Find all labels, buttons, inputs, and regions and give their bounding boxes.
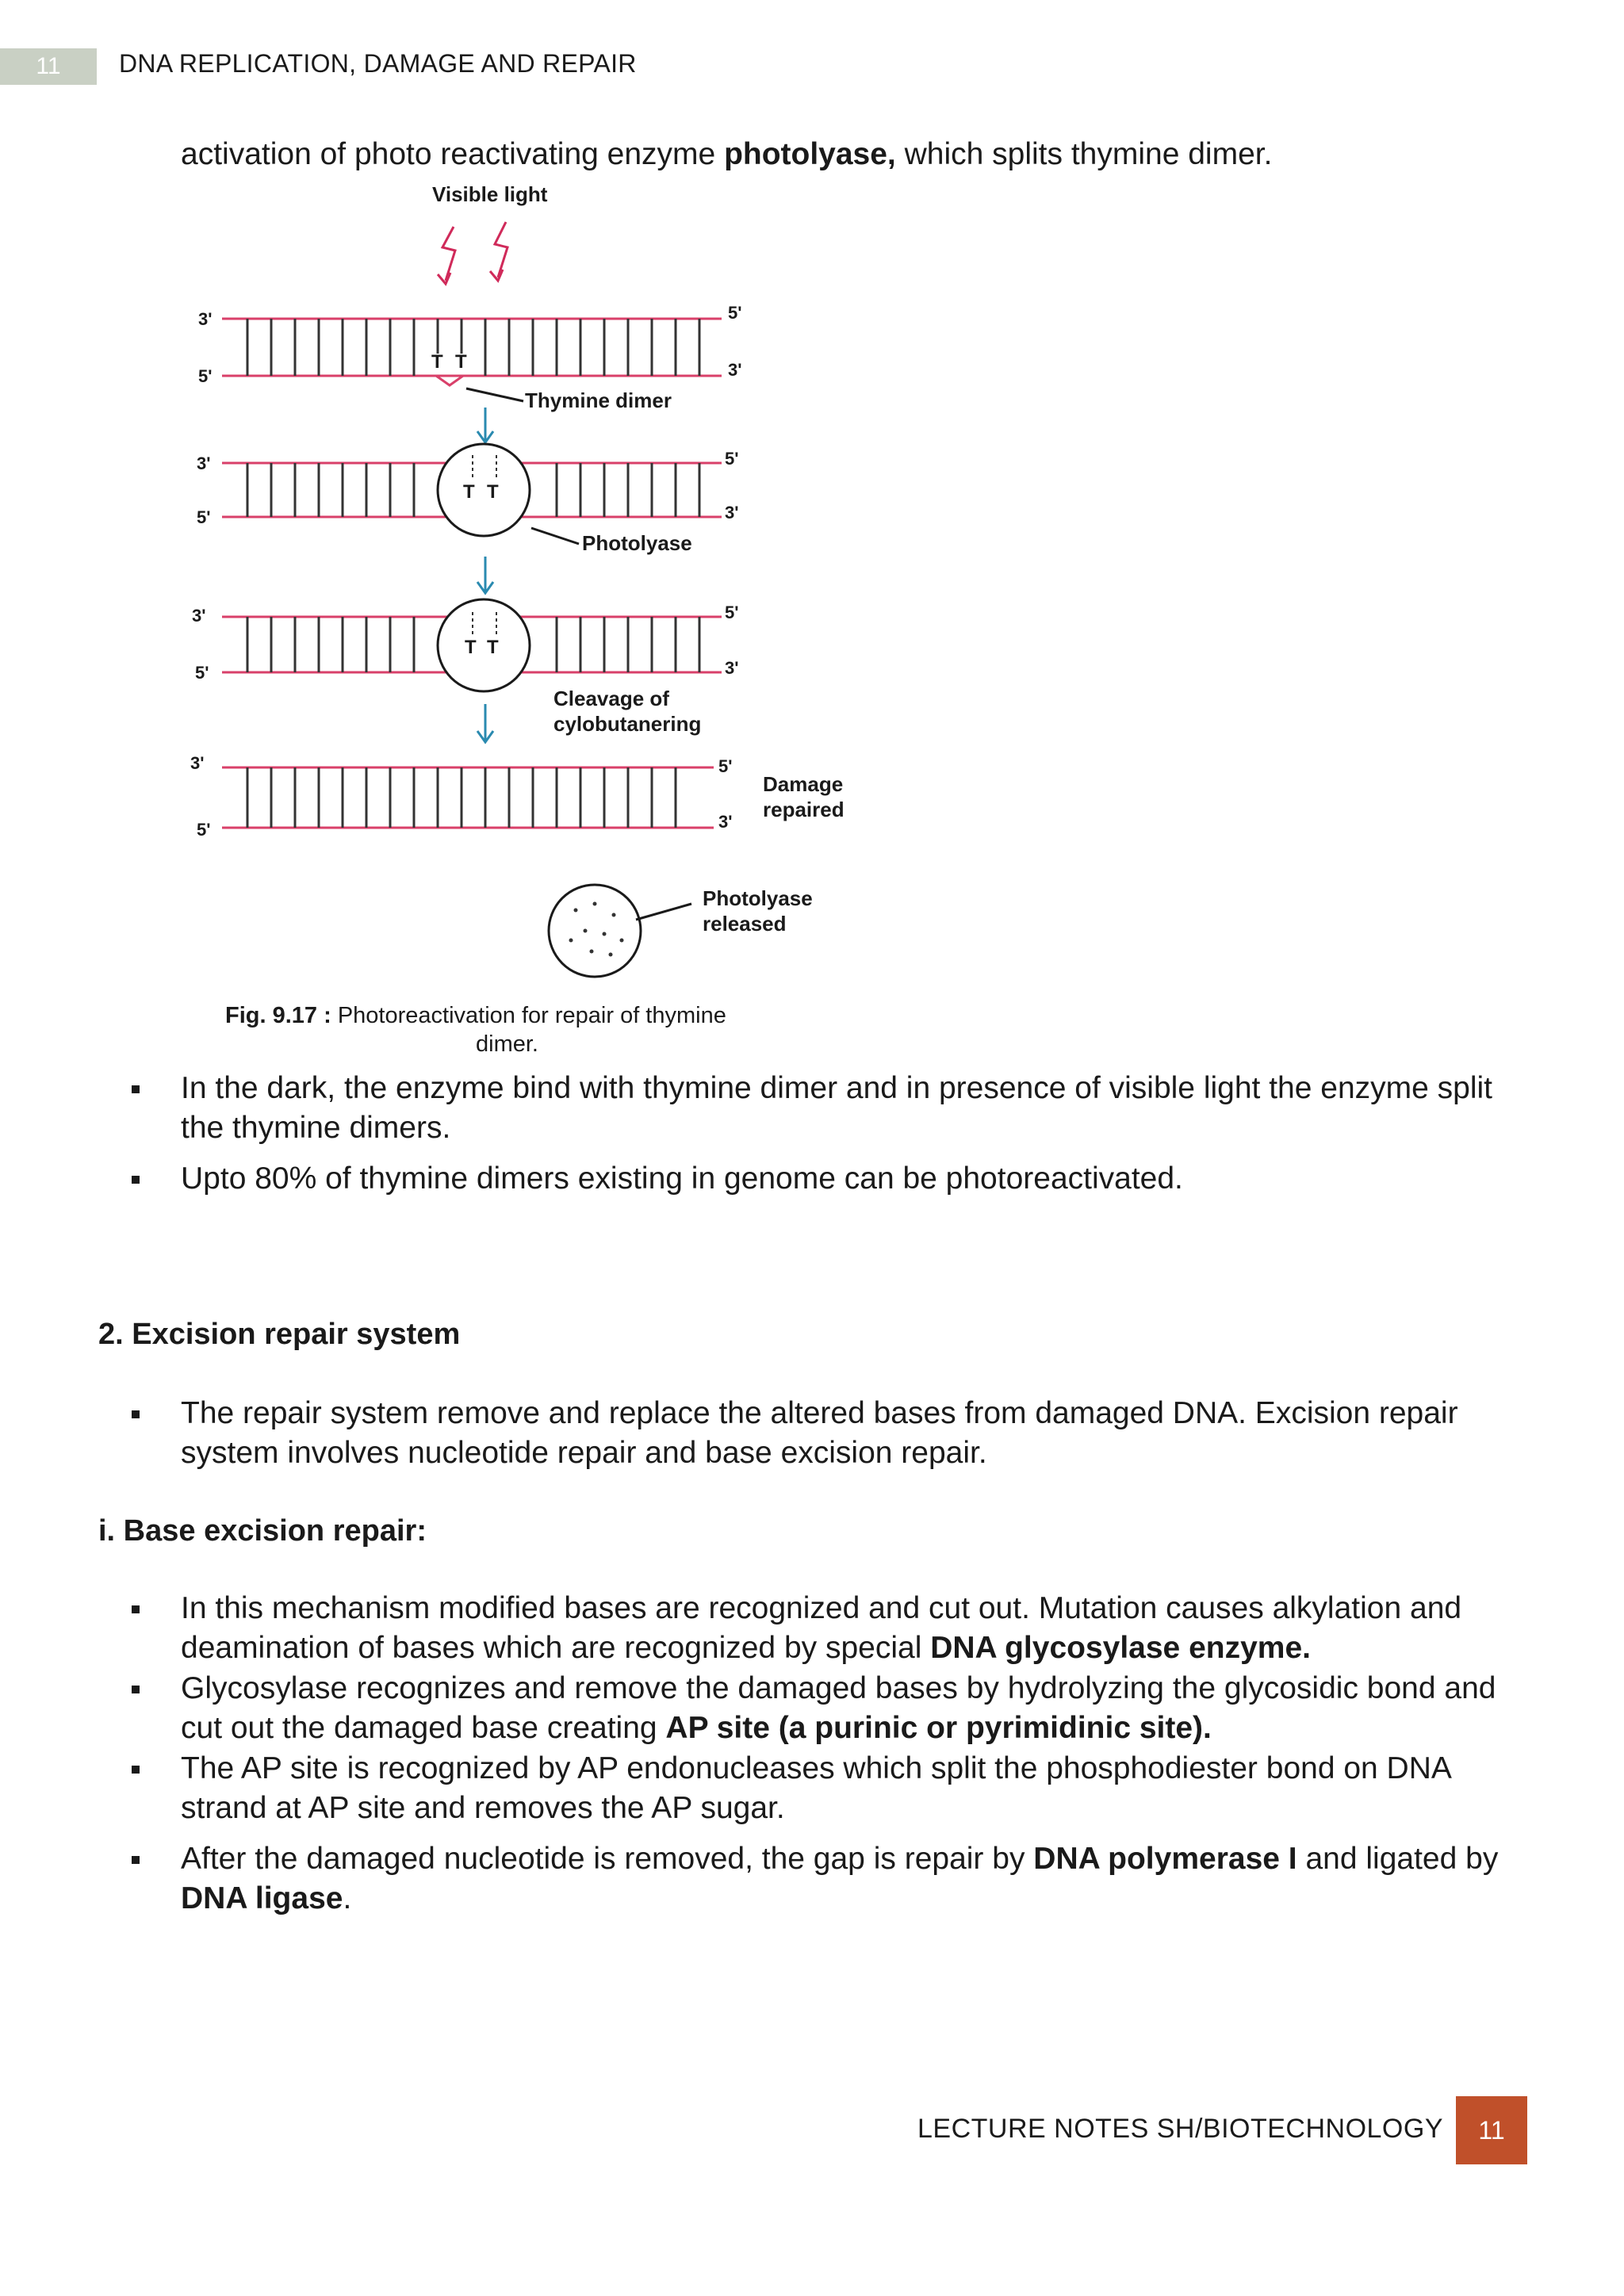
photolyase-enzyme-circle-1 — [438, 444, 530, 536]
cleavage-label-line1: Cleavage of — [553, 687, 669, 710]
bullet-base-excision-4-text3: . — [343, 1881, 352, 1915]
arrow-down-icon-2 — [477, 557, 493, 593]
bullet-base-excision-4-text1: After the damaged nucleotide is removed, the gap is repair by — [181, 1842, 1034, 1876]
light-rays-icon — [438, 222, 508, 284]
base-pair-rungs-4 — [247, 767, 676, 828]
footer-text: LECTURE NOTES SH/BIOTECHNOLOGY — [917, 2114, 1443, 2144]
header-page-number: 11 — [0, 48, 97, 85]
bullet-base-excision-3-text: The AP site is recognized by AP endonucleases which split the phosphodiester bond on DNA strand at AP site and removes the AP sugar. — [181, 1751, 1450, 1825]
end-label-5-right-1: 5' — [728, 303, 742, 323]
dna-duplex-2 — [197, 444, 738, 555]
arrow-down-icon-3 — [477, 704, 493, 742]
end-label-5-right-4: 5' — [718, 756, 733, 776]
bullet-base-excision-2-text: Glycosylase recognizes and remove the damaged bases by hydrolyzing the glycosidic bond and cut out the damaged base creating — [181, 1671, 1496, 1745]
figure-caption-text-1: Photoreactivation for repair of thymine — [331, 1003, 726, 1028]
bullet-base-excision-1-text: In this mechanism modified bases are recognized and cut out. Mutation causes alkylation and deamination of bases which are recognized by special — [181, 1591, 1462, 1665]
bullet-base-excision-1 — [181, 1589, 1529, 1668]
bullet-dark-enzyme — [181, 1069, 1529, 1148]
bullet-dark-enzyme-text: In the dark, the enzyme bind with thymine dimer and in presence of visible light the enzyme split the thymine dimers. — [181, 1071, 1493, 1145]
bullet-base-excision-4 — [181, 1839, 1529, 1919]
end-label-3-left-4: 3' — [190, 753, 205, 773]
end-label-3-right-1: 3' — [728, 360, 742, 380]
thymine-base-2b: T — [487, 481, 499, 503]
end-label-3-left-2: 3' — [197, 453, 211, 473]
bullet-base-excision-4-bold2: DNA ligase — [181, 1881, 343, 1915]
thymine-base-3b: T — [487, 637, 499, 658]
thymine-base-3a: T — [465, 637, 477, 658]
thymine-base-1a: T — [431, 351, 443, 373]
cleavage-label-line2: cylobutanering — [553, 712, 702, 736]
thymine-dimer-label: Thymine dimer — [525, 388, 672, 412]
bullet-base-excision-4-text2: and ligated by — [1297, 1842, 1499, 1876]
footer-page-number: 11 — [1456, 2096, 1527, 2164]
thymine-base-1b: T — [455, 351, 467, 373]
end-label-5-left-4: 5' — [197, 820, 211, 840]
base-pair-rungs-1 — [247, 319, 699, 376]
end-label-5-left-2: 5' — [197, 507, 211, 527]
photolyase-released-circle — [549, 885, 641, 977]
end-label-3-right-3: 3' — [725, 658, 739, 678]
intro-bold-photolyase: photolyase, — [724, 137, 896, 171]
bullet-base-excision-1-bold: DNA glycosylase enzyme. — [930, 1631, 1311, 1665]
intro-text-after: which splits thymine dimer. — [895, 137, 1273, 171]
visible-light-label: Visible light — [432, 182, 548, 206]
bullet-base-excision-4-bold1: DNA polymerase I — [1033, 1842, 1297, 1876]
thymine-base-2a: T — [463, 481, 475, 503]
header-title: DNA REPLICATION, DAMAGE AND REPAIR — [119, 49, 637, 78]
dna-duplex-4 — [190, 753, 845, 840]
photolyase-released-group — [549, 885, 813, 977]
dna-duplex-3 — [192, 599, 738, 736]
figure-caption-line2: dimer. — [476, 1031, 538, 1057]
end-label-3-right-4: 3' — [718, 812, 733, 832]
end-label-3-right-2: 3' — [725, 503, 739, 522]
bullet-base-excision-3 — [181, 1749, 1529, 1828]
photolyase-released-label-line2: released — [703, 912, 787, 936]
bullet-base-excision-2 — [181, 1669, 1529, 1748]
section-excision-repair-heading: 2. Excision repair system — [98, 1318, 461, 1351]
photolyase-enzyme-circle-2 — [438, 599, 530, 691]
intro-text-before: activation of photo reactivating enzyme — [181, 137, 725, 171]
section-base-excision-heading: i. Base excision repair: — [98, 1514, 427, 1548]
bullet-photoreactivated-text: Upto 80% of thymine dimers existing in genome can be photoreactivated. — [181, 1161, 1183, 1196]
end-label-5-right-3: 5' — [725, 603, 739, 622]
end-label-3-left-1: 3' — [198, 309, 213, 329]
damage-repaired-label-line2: repaired — [763, 798, 845, 821]
photolyase-released-label-line1: Photolyase — [703, 886, 813, 910]
bullet-excision-repair-text: The repair system remove and replace the altered bases from damaged DNA. Excision repair system involves nucleotide repair and base excision repair. — [181, 1396, 1458, 1470]
end-label-3-left-3: 3' — [192, 606, 206, 626]
figure-caption-label: Fig. 9.17 : — [225, 1003, 331, 1028]
photoreactivation-figure — [182, 178, 872, 1066]
end-label-5-left-3: 5' — [195, 663, 209, 683]
end-label-5-left-1: 5' — [198, 366, 213, 386]
end-label-5-right-2: 5' — [725, 449, 739, 469]
photolyase-label: Photolyase — [582, 531, 692, 555]
damage-repaired-label-line1: Damage — [763, 772, 844, 796]
bullet-base-excision-2-bold: AP site (a purinic or pyrimidinic site). — [665, 1711, 1212, 1745]
figure-caption-line1 — [225, 1003, 726, 1028]
photoreactivation-diagram — [182, 178, 872, 1066]
intro-paragraph — [181, 135, 1529, 174]
dna-duplex-1 — [198, 303, 741, 412]
arrow-down-icon-1 — [477, 408, 493, 442]
bullet-excision-repair — [181, 1394, 1529, 1473]
bullet-photoreactivated — [181, 1159, 1529, 1199]
